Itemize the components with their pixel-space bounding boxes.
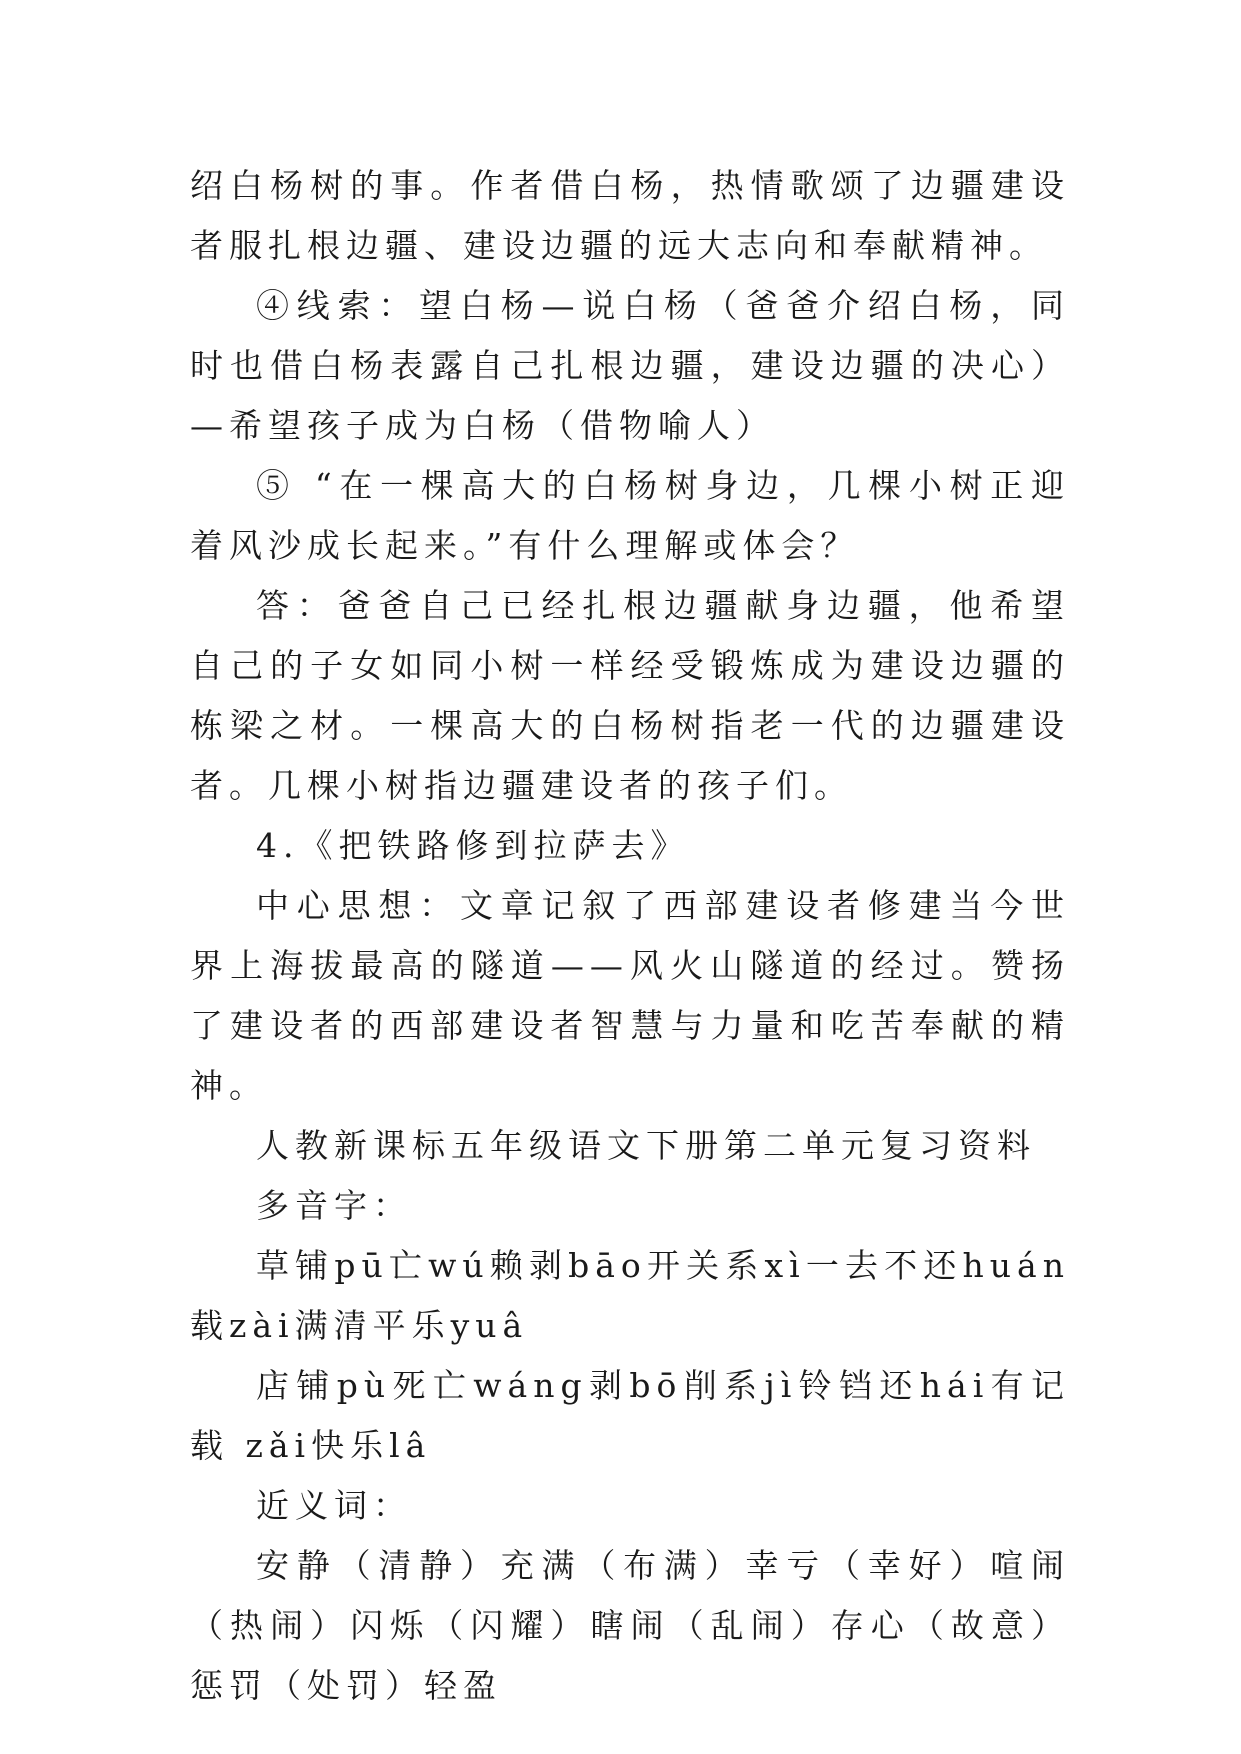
paragraph-summary-continued: 绍白杨树的事。作者借白杨，热情歌颂了边疆建设者服扎根边疆、建设边疆的远大志向和奉献精神。: [190, 166, 1070, 265]
paragraph-central-idea: 中心思想：文章记叙了西部建设者修建当今世界上海拔最高的隧道——风火山隧道的经过。赞扬了建设者的西部建设者智慧与力量和吃苦奉献的精神。: [190, 886, 1070, 1105]
polyphonic-line-1: 草铺pū亡wú赖剥bāo开关系xì一去不还huán载zài满清平乐yuâ: [190, 1246, 1070, 1345]
section-heading-lesson-4: 4.《把铁路修到拉萨去》: [256, 826, 690, 865]
synonyms-line: 安静（清静）充满（布满）幸亏（幸好）喧闹（热闹）闪烁（闪耀）瞎闹（乱闹）存心（故意）惩罚（处罚）轻盈: [190, 1546, 1070, 1705]
label-polyphonic-characters: 多音字：: [256, 1186, 412, 1225]
paragraph-clue: ④线索：望白杨—说白杨（爸爸介绍白杨，同时也借白杨表露自己扎根边疆，建设边疆的决心）—希望孩子成为白杨（借物喻人）: [190, 286, 1070, 445]
paragraph-question: ⑤ “在一棵高大的白杨树身边，几棵小树正迎着风沙成长起来。”有什么理解或体会？: [190, 466, 1070, 565]
polyphonic-line-2: 店铺pù死亡wáng剥bō削系jì铃铛还hái有记载 zǎi快乐lâ: [190, 1366, 1070, 1465]
paragraph-answer: 答：爸爸自己已经扎根边疆献身边疆，他希望自己的子女如同小树一样经受锻炼成为建设边疆的栋梁之材。一棵高大的白杨树指老一代的边疆建设者。几棵小树指边疆建设者的孩子们。: [190, 586, 1070, 805]
label-synonyms: 近义词：: [256, 1486, 412, 1525]
section-heading-unit-review: 人教新课标五年级语文下册第二单元复习资料: [256, 1126, 1036, 1165]
document-body: [190, 156, 1070, 1716]
